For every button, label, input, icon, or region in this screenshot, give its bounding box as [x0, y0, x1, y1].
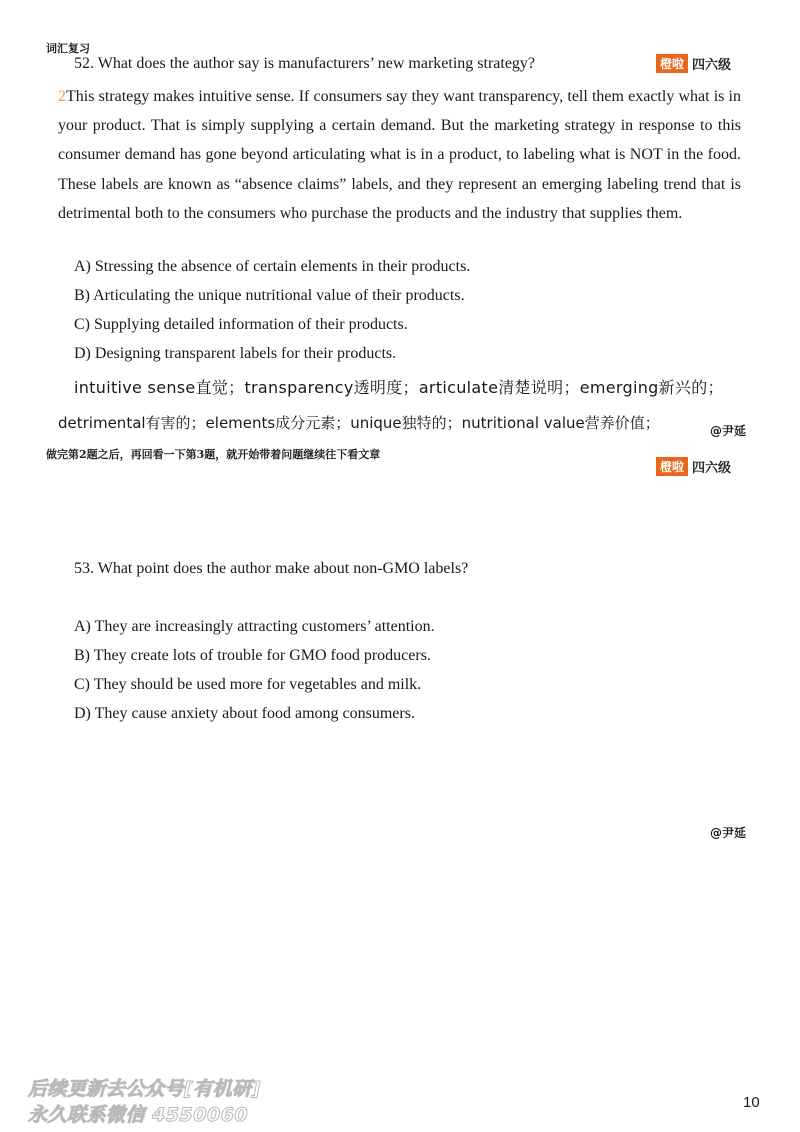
page-number: 10: [743, 1094, 760, 1111]
q52-option-c: C) Supplying detailed information of their products.: [74, 316, 408, 333]
watermark: [28, 1076, 261, 1128]
q52-option-d: D) Designing transparent labels for their products.: [74, 345, 397, 362]
reading-hint: 做完第2题之后，再回看一下第3题，就开始带着问题继续往下看文章: [46, 448, 381, 461]
author-credit: @尹延: [710, 424, 747, 438]
vocab-notes-line-1: intuitive sense直觉；transparency透明度；articulate清楚说明；emerging新兴的；: [74, 378, 724, 397]
watermark-line-2: 永久联系微信 4550060: [28, 1104, 249, 1126]
author-credit: @尹延: [710, 826, 747, 840]
passage-paragraph: [58, 82, 741, 228]
vocab-review-tag: 词汇复习: [46, 42, 90, 55]
question-53-title: 53. What point does the author make about non-GMO labels?: [74, 560, 469, 577]
q52-option-a: A) Stressing the absence of certain elements in their products.: [74, 258, 471, 275]
brand-level: 四六级: [692, 58, 732, 73]
brand-badge: [656, 54, 731, 73]
q53-option-d: D) They cause anxiety about food among consumers.: [74, 705, 415, 722]
passage-text: This strategy makes intuitive sense. If consumers say they want transparency, tell them exactly what is in your product. That is simply supplying a certain demand. But the marketing strategy in response to this consumer demand has gone beyond articulating what is in a product, to labeling what is NOT in the food. These labels are known as “absence claims” labels, and they represent an emerging labeling trend that is detrimental both to the consumers who purchase the products and the industry that supplies them.: [58, 88, 741, 222]
question-52-title: 52. What does the author say is manufacturers’ new marketing strategy?: [74, 55, 536, 72]
q53-option-a: A) They are increasingly attracting customers’ attention.: [74, 618, 435, 635]
brand-logo: 橙啦: [656, 54, 688, 73]
paragraph-number: 2: [58, 88, 66, 105]
vocab-notes-line-2: detrimental有害的；elements成分元素；unique独特的；nutritional value营养价值；: [58, 414, 660, 432]
brand-logo: 橙啦: [656, 457, 688, 476]
brand-level: 四六级: [692, 461, 732, 476]
q53-option-b: B) They create lots of trouble for GMO food producers.: [74, 647, 431, 664]
brand-badge: [656, 457, 731, 476]
q53-option-c: C) They should be used more for vegetables and milk.: [74, 676, 422, 693]
watermark-line-1: 后续更新去公众号[有机研]: [28, 1078, 261, 1100]
q52-option-b: B) Articulating the unique nutritional value of their products.: [74, 287, 465, 304]
